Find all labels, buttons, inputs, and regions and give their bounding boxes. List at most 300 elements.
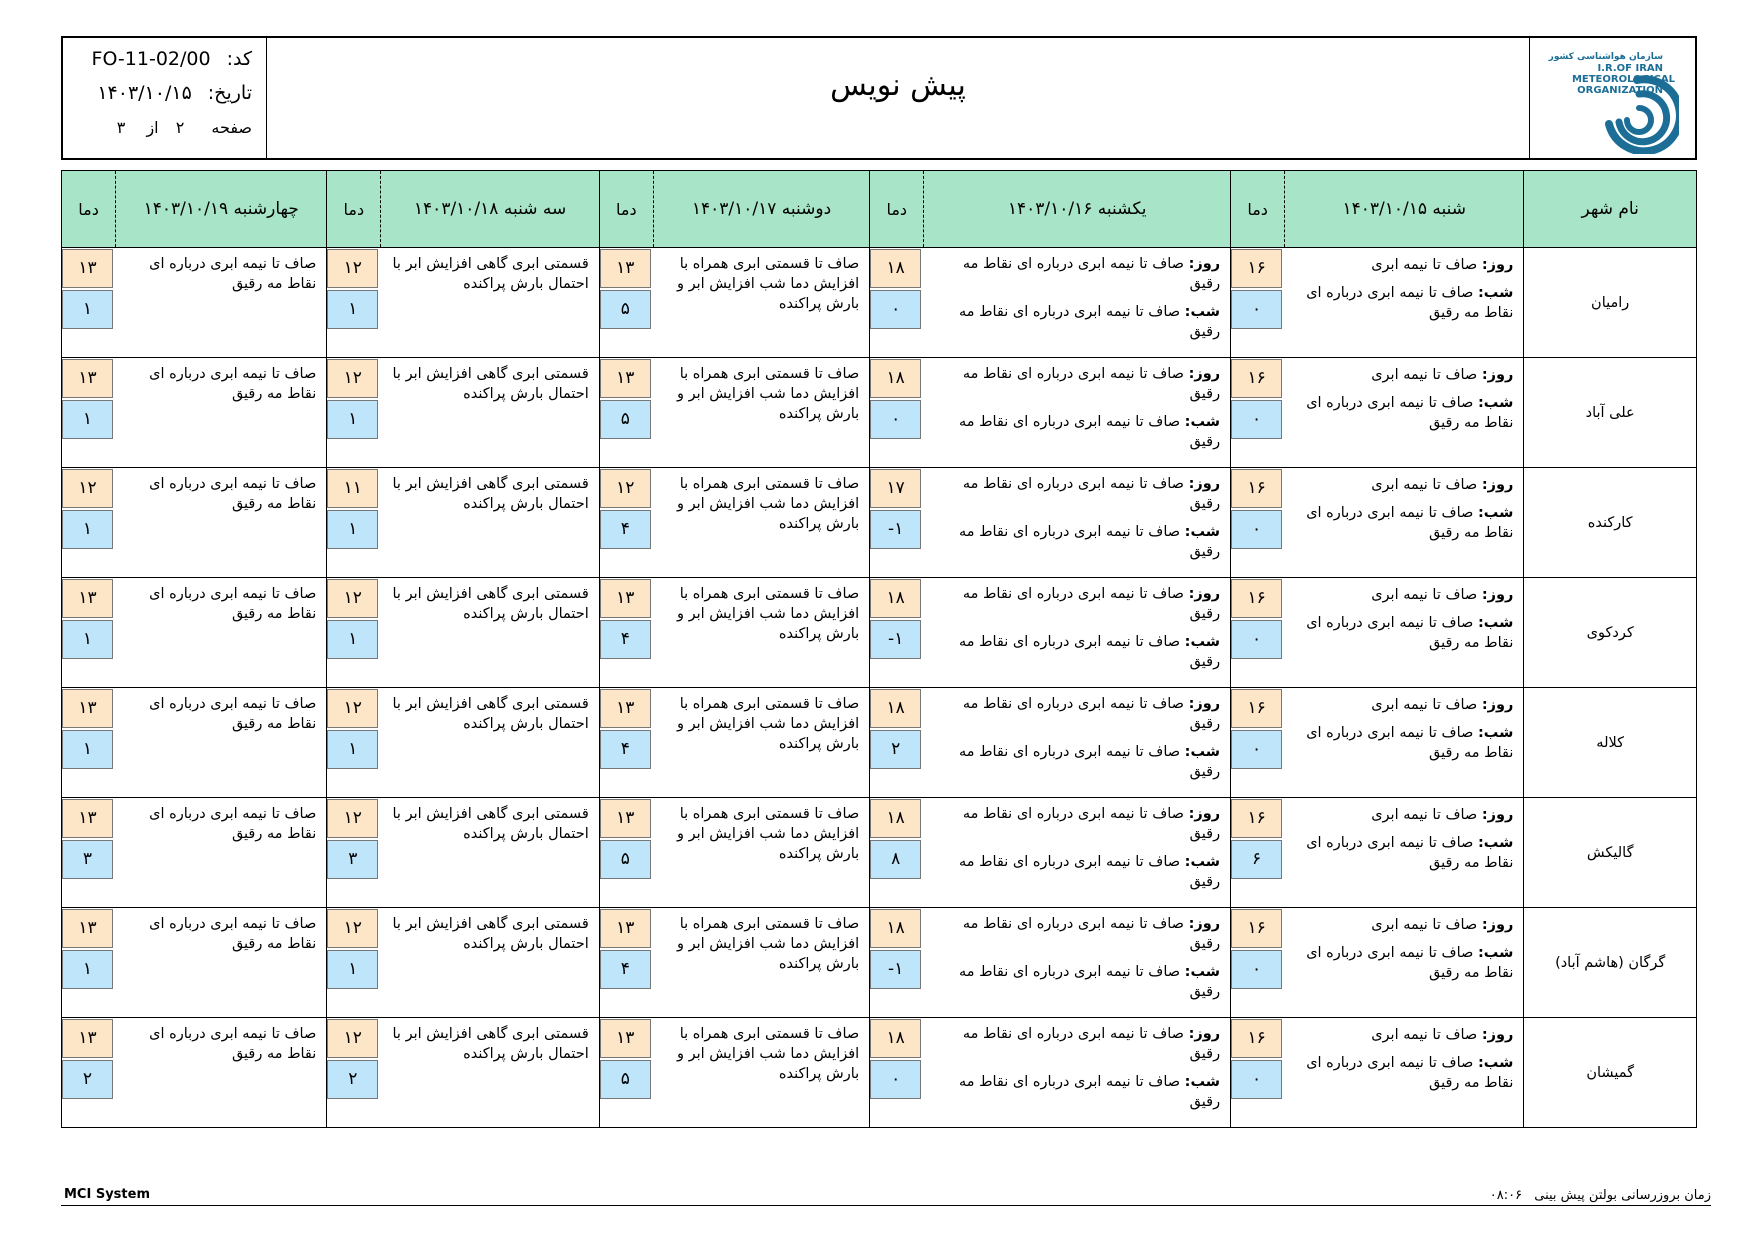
spacer [930,514,1220,522]
city-name: کارکنده [1524,468,1697,578]
day-forecast-text: صاف تا نیمه ابری درباره ای نقاط مه رقیق [962,476,1221,512]
forecast-desc: صاف تا نیمه ابری درباره ای نقاط مه رقیق [116,1018,327,1128]
max-temp: ۱۳ [600,799,651,838]
day-forecast-text: صاف تا نیمه ابری درباره ای نقاط مه رقیق [962,256,1221,292]
night-forecast [930,302,1220,342]
forecast-desc: صاف تا قسمتی ابری همراه با افزایش دما شب افزایش ابر و بارش پراکنده [653,908,869,1018]
table-row [62,688,1697,798]
update-time: ۰۸:۰۶ [1489,1188,1523,1203]
city-name: کردکوی [1524,578,1697,688]
night-label: شب: [1477,945,1514,961]
night-forecast-text: صاف تا نیمه ابری درباره ای نقاط مه رقیق [1306,615,1514,651]
temp-cell [599,1018,653,1128]
city-header: نام شهر [1524,171,1697,248]
day-header-sat: شنبه ۱۴۰۳/۱۰/۱۵ [1285,171,1524,248]
max-temp: ۱۶ [1231,689,1282,728]
min-temp: ۳ [327,840,378,879]
temp-cell [327,1018,381,1128]
max-temp: ۱۶ [1231,359,1282,398]
spacer [1291,715,1514,723]
day-label: روز: [1481,477,1514,493]
city-name: کلاله [1524,688,1697,798]
max-temp: ۱۳ [62,799,113,838]
temp-cell [599,248,653,358]
max-temp: ۱۶ [1231,909,1282,948]
day-label: روز: [1481,917,1514,933]
night-label: شب: [1477,835,1514,851]
doc-info [63,38,267,158]
forecast-desc: قسمتی ابری گاهی افزایش ابر با احتمال بارش پراکنده [381,688,599,798]
night-forecast-text: صاف تا نیمه ابری درباره ای نقاط مه رقیق [1306,835,1514,871]
night-forecast [1291,1053,1514,1093]
forecast-desc: قسمتی ابری گاهی افزایش ابر با احتمال بارش پراکنده [381,1018,599,1128]
day-forecast-text: صاف تا نیمه ابری درباره ای نقاط مه رقیق [962,916,1221,952]
temp-cell [1231,1018,1285,1128]
min-temp: ۱- [870,950,921,989]
max-temp: ۱۲ [327,799,378,838]
day-header-wed: چهارشنبه ۱۴۰۳/۱۰/۱۹ [116,171,327,248]
table-row [62,468,1697,578]
temp-cell [327,908,381,1018]
min-temp: ۵ [600,840,651,879]
min-temp: ۱ [62,400,113,439]
forecast-desc: قسمتی ابری گاهی افزایش ابر با احتمال بارش پراکنده [381,358,599,468]
max-temp: ۱۶ [1231,249,1282,288]
min-temp: ۱ [327,510,378,549]
day-label: روز: [1481,257,1514,273]
day-forecast-text: صاف تا نیمه ابری درباره ای نقاط مه رقیق [962,696,1221,732]
min-temp: ۴ [600,950,651,989]
day-forecast [1291,365,1514,385]
forecast-desc [924,248,1231,358]
max-temp: ۱۸ [870,1019,921,1058]
max-temp: ۱۲ [600,469,651,508]
forecast-desc [1285,688,1524,798]
forecast-desc: صاف تا قسمتی ابری همراه با افزایش دما شب افزایش ابر و بارش پراکنده [653,1018,869,1128]
forecast-desc [1285,468,1524,578]
page-title: پیش نویس [830,68,966,103]
forecast-desc: صاف تا نیمه ابری درباره ای نقاط مه رقیق [116,688,327,798]
min-temp: ۰ [870,290,921,329]
day-label: روز: [1188,476,1221,492]
min-temp: ۴ [600,730,651,769]
footer-divider [61,1205,1711,1206]
max-temp: ۱۳ [62,579,113,618]
min-temp: ۵ [600,290,651,329]
temp-cell [327,688,381,798]
night-label: شب: [1184,524,1221,540]
temp-cell [870,798,924,908]
temp-cell [327,578,381,688]
forecast-desc: صاف تا قسمتی ابری همراه با افزایش دما شب افزایش ابر و بارش پراکنده [653,688,869,798]
min-temp: ۰ [1231,950,1282,989]
day-forecast [1291,475,1514,495]
date-label: تاریخ: [207,82,252,104]
day-forecast [1291,255,1514,275]
temp-cell [62,798,116,908]
day-forecast [1291,585,1514,605]
day-label: روز: [1481,807,1514,823]
max-temp: ۱۲ [327,359,378,398]
table-row [62,798,1697,908]
night-forecast [1291,943,1514,983]
page-total: ۳ [116,118,126,137]
date-line [97,82,252,104]
min-temp: ۲ [870,730,921,769]
temp-cell [62,688,116,798]
spacer [1291,825,1514,833]
night-forecast [1291,613,1514,653]
min-temp: ۸ [870,840,921,879]
table-row [62,908,1697,1018]
night-forecast [1291,503,1514,543]
spacer [930,404,1220,412]
min-temp: ۵ [600,1060,651,1099]
forecast-desc [924,798,1231,908]
min-temp: ۰ [870,1060,921,1099]
day-forecast [930,914,1220,954]
system-name: MCI System [64,1187,150,1202]
forecast-desc [1285,798,1524,908]
temp-header-wed: دما [62,171,116,248]
max-temp: ۱۳ [62,359,113,398]
temp-cell [1231,358,1285,468]
max-temp: ۱۲ [327,909,378,948]
forecast-desc: صاف تا قسمتی ابری همراه با افزایش دما شب افزایش ابر و بارش پراکنده [653,248,869,358]
day-forecast [930,584,1220,624]
day-label: روز: [1481,697,1514,713]
logo [1529,38,1695,158]
day-forecast [930,364,1220,404]
day-forecast [1291,805,1514,825]
max-temp: ۱۲ [327,579,378,618]
spacer [1291,605,1514,613]
table-row [62,358,1697,468]
page-line [117,118,252,137]
min-temp: ۱ [62,950,113,989]
temp-cell [1231,688,1285,798]
temp-cell [1231,248,1285,358]
day-forecast-text: صاف تا نیمه ابری [1371,477,1478,493]
min-temp: ۲ [62,1060,113,1099]
min-temp: ۱ [62,730,113,769]
spacer [1291,1045,1514,1053]
spacer [930,294,1220,302]
night-forecast [930,1072,1220,1112]
forecast-desc: صاف تا نیمه ابری درباره ای نقاط مه رقیق [116,578,327,688]
forecast-desc: صاف تا نیمه ابری درباره ای نقاط مه رقیق [116,908,327,1018]
night-forecast [1291,833,1514,873]
day-label: روز: [1481,1027,1514,1043]
day-header-tue: سه شنبه ۱۴۰۳/۱۰/۱۸ [381,171,599,248]
max-temp: ۱۶ [1231,579,1282,618]
night-label: شب: [1477,395,1514,411]
temp-cell [327,798,381,908]
night-forecast-text: صاف تا نیمه ابری درباره ای نقاط مه رقیق [958,524,1221,560]
night-label: شب: [1477,615,1514,631]
temp-cell [62,358,116,468]
day-label: روز: [1188,1026,1221,1042]
date-value: ۱۴۰۳/۱۰/۱۵ [97,82,192,104]
spacer [930,844,1220,852]
night-forecast-text: صاف تا نیمه ابری درباره ای نقاط مه رقیق [1306,1055,1514,1091]
night-forecast-text: صاف تا نیمه ابری درباره ای نقاط مه رقیق [958,304,1221,340]
night-label: شب: [1184,854,1221,870]
spacer [1291,385,1514,393]
night-label: شب: [1184,414,1221,430]
day-label: روز: [1481,587,1514,603]
temp-cell [599,358,653,468]
day-header-mon: دوشنبه ۱۴۰۳/۱۰/۱۷ [653,171,869,248]
code-label: کد: [226,48,252,70]
day-forecast-text: صاف تا نیمه ابری درباره ای نقاط مه رقیق [962,1026,1221,1062]
night-forecast-text: صاف تا نیمه ابری درباره ای نقاط مه رقیق [1306,395,1514,431]
max-temp: ۱۳ [600,579,651,618]
page-label: صفحه [211,118,252,137]
max-temp: ۱۳ [62,249,113,288]
spacer [1291,935,1514,943]
update-time-line [1490,1188,1711,1203]
night-forecast-text: صاف تا نیمه ابری درباره ای نقاط مه رقیق [1306,505,1514,541]
spacer [930,624,1220,632]
max-temp: ۱۳ [600,359,651,398]
min-temp: ۵ [600,400,651,439]
night-forecast-text: صاف تا نیمه ابری درباره ای نقاط مه رقیق [1306,285,1514,321]
city-name: علی آباد [1524,358,1697,468]
table-row [62,248,1697,358]
night-forecast-text: صاف تا نیمه ابری درباره ای نقاط مه رقیق [958,634,1221,670]
forecast-desc [1285,908,1524,1018]
logo-text-fa: سازمان هواشناسی کشور [1548,52,1663,62]
night-label: شب: [1477,725,1514,741]
document-header [61,36,1697,160]
day-forecast-text: صاف تا نیمه ابری درباره ای نقاط مه رقیق [962,806,1221,842]
code-line [92,48,252,70]
min-temp: ۴ [600,510,651,549]
temp-cell [62,1018,116,1128]
day-forecast-text: صاف تا نیمه ابری [1371,917,1478,933]
max-temp: ۱۲ [327,249,378,288]
min-temp: ۰ [1231,620,1282,659]
night-label: شب: [1477,285,1514,301]
day-forecast [930,804,1220,844]
temp-cell [870,1018,924,1128]
day-forecast [930,1024,1220,1064]
max-temp: ۱۸ [870,249,921,288]
forecast-desc [924,688,1231,798]
logo-text-2: METEOROLOGICAL [1571,74,1675,85]
day-label: روز: [1188,806,1221,822]
forecast-desc: قسمتی ابری گاهی افزایش ابر با احتمال بارش پراکنده [381,248,599,358]
day-forecast [930,694,1220,734]
forecast-desc: قسمتی ابری گاهی افزایش ابر با احتمال بارش پراکنده [381,798,599,908]
min-temp: ۲ [327,1060,378,1099]
temp-cell [62,908,116,1018]
city-name: گمیشان [1524,1018,1697,1128]
temp-cell [599,908,653,1018]
max-temp: ۱۸ [870,359,921,398]
temp-cell [62,578,116,688]
night-label: شب: [1184,744,1221,760]
city-name: رامیان [1524,248,1697,358]
max-temp: ۱۸ [870,689,921,728]
temp-cell [599,468,653,578]
day-label: روز: [1481,367,1514,383]
night-forecast [930,852,1220,892]
max-temp: ۱۸ [870,579,921,618]
temp-cell [870,908,924,1018]
night-forecast [1291,723,1514,763]
temp-cell [1231,578,1285,688]
min-temp: ۰ [1231,290,1282,329]
forecast-desc: صاف تا نیمه ابری درباره ای نقاط مه رقیق [116,358,327,468]
city-name: گرگان (هاشم آباد) [1524,908,1697,1018]
temp-cell [1231,468,1285,578]
page-number: ۲ [175,118,185,137]
day-forecast [1291,695,1514,715]
min-temp: ۳ [62,840,113,879]
min-temp: ۰ [1231,400,1282,439]
day-header-sun: یکشنبه ۱۴۰۳/۱۰/۱۶ [924,171,1231,248]
forecast-desc: صاف تا قسمتی ابری همراه با افزایش دما شب افزایش ابر و بارش پراکنده [653,578,869,688]
day-forecast [1291,915,1514,935]
max-temp: ۱۳ [600,1019,651,1058]
temp-cell [870,688,924,798]
min-temp: ۱- [870,510,921,549]
min-temp: ۰ [870,400,921,439]
day-forecast-text: صاف تا نیمه ابری [1371,367,1478,383]
night-forecast [930,962,1220,1002]
min-temp: ۱ [62,290,113,329]
min-temp: ۱ [327,950,378,989]
min-temp: ۱ [62,620,113,659]
night-label: شب: [1477,1055,1514,1071]
forecast-desc: قسمتی ابری گاهی افزایش ابر با احتمال بارش پراکنده [381,578,599,688]
day-forecast-text: صاف تا نیمه ابری [1371,257,1478,273]
min-temp: ۴ [600,620,651,659]
day-label: روز: [1188,586,1221,602]
day-forecast-text: صاف تا نیمه ابری درباره ای نقاط مه رقیق [962,586,1221,622]
night-label: شب: [1184,1074,1221,1090]
table-header-row [62,171,1697,248]
temp-cell [327,248,381,358]
forecast-desc [1285,578,1524,688]
temp-cell [327,468,381,578]
update-label: زمان بروزرسانی بولتن پیش بینی [1534,1188,1711,1203]
temp-cell [599,798,653,908]
min-temp: ۱ [327,400,378,439]
min-temp: ۱- [870,620,921,659]
min-temp: ۱ [62,510,113,549]
day-forecast-text: صاف تا نیمه ابری [1371,697,1478,713]
day-forecast [930,254,1220,294]
day-forecast-text: صاف تا نیمه ابری [1371,1027,1478,1043]
night-forecast-text: صاف تا نیمه ابری درباره ای نقاط مه رقیق [958,414,1221,450]
max-temp: ۱۱ [327,469,378,508]
min-temp: ۶ [1231,840,1282,879]
temp-cell [870,578,924,688]
max-temp: ۱۶ [1231,1019,1282,1058]
day-forecast [930,474,1220,514]
night-label: شب: [1184,304,1221,320]
forecast-desc: صاف تا نیمه ابری درباره ای نقاط مه رقیق [116,468,327,578]
night-forecast-text: صاف تا نیمه ابری درباره ای نقاط مه رقیق [958,854,1221,890]
day-label: روز: [1188,696,1221,712]
temp-cell [599,688,653,798]
day-label: روز: [1188,916,1221,932]
forecast-desc [924,1018,1231,1128]
temp-cell [1231,908,1285,1018]
temp-cell [62,468,116,578]
spacer [930,734,1220,742]
forecast-desc [1285,358,1524,468]
night-forecast [930,522,1220,562]
max-temp: ۱۸ [870,909,921,948]
night-label: شب: [1477,505,1514,521]
meteorological-logo-icon [1589,62,1679,154]
forecast-desc [924,578,1231,688]
max-temp: ۱۶ [1231,469,1282,508]
night-label: شب: [1184,964,1221,980]
min-temp: ۱ [327,620,378,659]
page-of-label: از [146,118,159,137]
day-forecast-text: صاف تا نیمه ابری [1371,807,1478,823]
forecast-desc: قسمتی ابری گاهی افزایش ابر با احتمال بارش پراکنده [381,468,599,578]
forecast-desc: صاف تا نیمه ابری درباره ای نقاط مه رقیق [116,248,327,358]
forecast-desc [924,358,1231,468]
min-temp: ۱ [327,730,378,769]
forecast-desc [924,468,1231,578]
logo-text-3: ORGANIZATION [1577,85,1663,96]
spacer [930,954,1220,962]
table-row [62,1018,1697,1128]
day-forecast-text: صاف تا نیمه ابری [1371,587,1478,603]
forecast-desc: صاف تا نیمه ابری درباره ای نقاط مه رقیق [116,798,327,908]
max-temp: ۱۳ [62,909,113,948]
temp-cell [870,248,924,358]
min-temp: ۰ [1231,510,1282,549]
spacer [1291,275,1514,283]
max-temp: ۱۲ [327,689,378,728]
night-forecast-text: صاف تا نیمه ابری درباره ای نقاط مه رقیق [958,1074,1221,1110]
max-temp: ۱۳ [600,249,651,288]
night-forecast [1291,283,1514,323]
min-temp: ۱ [327,290,378,329]
temp-cell [870,358,924,468]
min-temp: ۰ [1231,730,1282,769]
temp-header-sun: دما [870,171,924,248]
night-forecast [1291,393,1514,433]
forecast-desc: صاف تا قسمتی ابری همراه با افزایش دما شب افزایش ابر و بارش پراکنده [653,358,869,468]
title-cell [267,38,1529,158]
min-temp: ۰ [1231,1060,1282,1099]
night-forecast [930,632,1220,672]
city-name: گالیکش [1524,798,1697,908]
max-temp: ۱۷ [870,469,921,508]
night-forecast-text: صاف تا نیمه ابری درباره ای نقاط مه رقیق [958,744,1221,780]
max-temp: ۱۸ [870,799,921,838]
table-row [62,578,1697,688]
day-label: روز: [1188,256,1221,272]
spacer [930,1064,1220,1072]
night-forecast [930,412,1220,452]
day-forecast-text: صاف تا نیمه ابری درباره ای نقاط مه رقیق [962,366,1221,402]
day-label: روز: [1188,366,1221,382]
night-label: شب: [1184,634,1221,650]
temp-header-sat: دما [1231,171,1285,248]
forecast-desc [924,908,1231,1018]
night-forecast-text: صاف تا نیمه ابری درباره ای نقاط مه رقیق [1306,945,1514,981]
